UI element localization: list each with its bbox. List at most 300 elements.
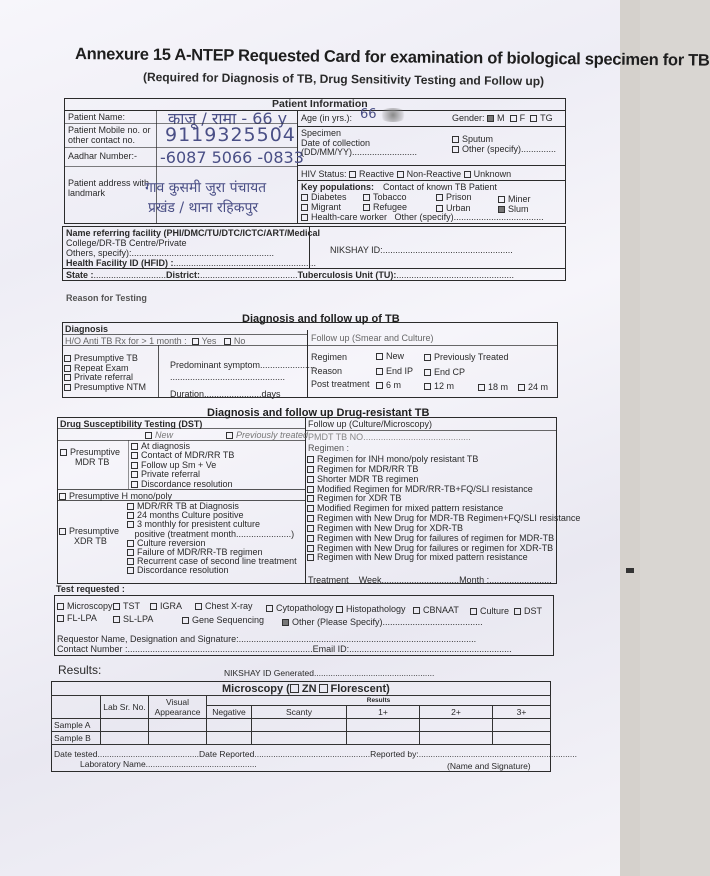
regimen-xdr-label: Regimen for XDR TB <box>317 493 402 504</box>
regimen-previously-treated-checkbox[interactable] <box>424 354 431 361</box>
cytopathology-checkbox[interactable] <box>266 605 273 612</box>
presumptive-ntm-label: Presumptive NTM <box>74 381 147 392</box>
sample-b-2plus[interactable] <box>420 732 493 745</box>
test-microscopy <box>57 601 113 611</box>
other-test-checkbox[interactable] <box>282 619 289 626</box>
post-12m-checkbox[interactable] <box>424 383 431 390</box>
test-cbnaat <box>413 605 459 615</box>
hiv-reactive-label: Reactive <box>359 169 395 179</box>
presumptive-tb-checkbox[interactable] <box>64 355 71 362</box>
date-reported-row: Date tested...........................................Date Reported.................................................Reported by:................................................................... <box>54 749 577 759</box>
regimen-newdrug-fail-mdr-label: Regimen with New Drug for failures of regimen for MDR-TB <box>317 532 555 543</box>
presumptive-h-mono <box>59 491 172 501</box>
mdr-private-referral-checkbox[interactable] <box>131 471 138 478</box>
tst-label: TST <box>123 601 140 611</box>
xdr-discordance-checkbox[interactable] <box>127 567 134 574</box>
address-label-line2: landmark <box>68 188 106 198</box>
symptom-field[interactable]: Predominant symptom...................... <box>170 360 316 370</box>
address-label-line1: Patient address with <box>68 178 150 188</box>
kp-miner <box>498 194 531 204</box>
igra-label: IGRA <box>160 601 183 611</box>
duration-unit: days <box>261 389 281 399</box>
regimen-modified-mdr-label: Modified Regimen for MDR/RR-TB+FQ/SLI resistance <box>317 483 533 494</box>
kp-diabetes <box>301 192 347 202</box>
sample-a-lab-sr-no[interactable] <box>101 719 149 732</box>
presumptive-h-mono-label: Presumptive H mono/poly <box>69 491 173 501</box>
hiv-label: HIV Status: <box>301 169 347 179</box>
gender-tg-checkbox[interactable] <box>530 115 537 122</box>
regimen-modified-mixed-label: Modified Regimen for mixed pattern resistance <box>317 503 504 514</box>
form-subtitle: (Required for Diagnosis of TB, Drug Sensitivity Testing and Follow up) <box>142 70 545 89</box>
xdr-treatment-month-field[interactable]: positive (treatment month......................) <box>134 528 295 539</box>
background-edge <box>620 0 640 876</box>
regimen-mdr-checkbox[interactable] <box>307 466 314 473</box>
mdr-at-diagnosis-checkbox[interactable] <box>131 443 138 450</box>
chest-xray-label: Chest X-ray <box>205 601 253 611</box>
ho-no-checkbox[interactable] <box>224 338 231 345</box>
nikshay-id-label: NIKSHAY ID: <box>330 245 383 255</box>
mdr-contact-label: Contact of MDR/RR TB <box>141 450 235 461</box>
lab-name-label: Laboratory Name <box>80 759 146 769</box>
miner-label: Miner <box>508 194 531 204</box>
florescent-checkbox[interactable] <box>319 684 328 693</box>
tb-reason-label: Reason <box>311 366 343 376</box>
test-dst <box>514 606 542 616</box>
xdr-recurrent-checkbox[interactable] <box>127 558 134 565</box>
xdr-recurrent-label: Recurrent case of second line treatment <box>137 556 297 567</box>
gene-sequencing-label: Gene Sequencing <box>192 615 265 625</box>
test-other: Other (Please Specify)........................................ <box>282 617 483 627</box>
date-format-label: (DD/MM/YY) <box>301 147 352 157</box>
contact-number-label: Contact Number : <box>57 644 128 654</box>
table-row <box>52 719 551 732</box>
hiv-unknown-checkbox[interactable] <box>464 171 471 178</box>
kp-migrant <box>301 202 341 212</box>
prison-checkbox[interactable] <box>436 194 443 201</box>
refugee-label: Refugee <box>373 202 408 212</box>
sample-a-visual[interactable] <box>149 719 207 732</box>
state-district-tu-row: State :.............................District:.......................................Tuberculosis Unit (TU):............................................... <box>66 270 514 280</box>
age-label: Age (in yrs.): <box>301 113 353 123</box>
dst-test-label: DST <box>524 606 542 616</box>
refugee-checkbox[interactable] <box>363 204 370 211</box>
microscopy-results-table <box>51 695 551 745</box>
sample-a-negative[interactable] <box>207 719 252 732</box>
facility-label-line2: College/DR-TB Centre/Private <box>66 238 187 248</box>
private-referral-checkbox[interactable] <box>64 374 71 381</box>
zn-checkbox[interactable] <box>290 684 299 693</box>
health-care-worker-label: Health-care worker <box>311 212 388 222</box>
diabetes-checkbox[interactable] <box>301 194 308 201</box>
regimen-xdr-checkbox[interactable] <box>307 495 314 502</box>
regimen-newdrug-fail-mdr-checkbox[interactable] <box>307 535 314 542</box>
kp-prison <box>436 192 472 202</box>
tb-reason-endip <box>376 366 413 376</box>
sputum-checkbox[interactable] <box>452 136 459 143</box>
month-label: Month : <box>459 575 490 585</box>
regimen-newdrug-mixed-label: Regimen with New Drug for mixed pattern resistance <box>317 552 528 563</box>
post-24m-label: 24 m <box>528 382 549 392</box>
presumptive-mdr <box>60 447 120 467</box>
gene-sequencing-checkbox[interactable] <box>182 617 189 624</box>
dst-new-label: New <box>155 430 174 440</box>
mdr-followup-checkbox[interactable] <box>131 462 138 469</box>
tu-label: Tuberculosis Unit (TU): <box>297 270 397 280</box>
xdr-culture-reversion-label: Culture reversion <box>137 537 206 548</box>
sample-a-scanty[interactable] <box>252 719 347 732</box>
mobile-label-line2: other contact no. <box>68 135 136 145</box>
pmdt-field[interactable]: PMDT TB NO........................................... <box>308 432 471 442</box>
regimen-inh-label: Regimen for INH mono/poly resistant TB <box>317 454 479 464</box>
name-signature-label: (Name and Signature) <box>447 761 531 771</box>
presumptive-xdr-label-2: XDR TB <box>74 536 107 546</box>
sample-b-label: Sample B <box>52 732 101 745</box>
kp-refugee <box>363 202 407 212</box>
sample-a-2plus[interactable] <box>420 719 493 732</box>
ho-anti-tb-row <box>65 336 245 346</box>
regimen-newdrug-fail-xdr-checkbox[interactable] <box>307 545 314 552</box>
sample-a-1plus[interactable] <box>347 719 420 732</box>
presumptive-mdr-label-2: MDR TB <box>75 457 110 467</box>
header-scanty: Scanty <box>252 706 347 719</box>
hiv-unknown-label: Unknown <box>473 169 512 179</box>
end-cp-checkbox[interactable] <box>424 369 431 376</box>
florescent-label: Florescent) <box>330 683 390 695</box>
diagnosis-drtb-title: Diagnosis and follow up Drug-resistant TB <box>207 407 430 419</box>
aadhar-label: Aadhar Number:- <box>68 151 138 161</box>
end-ip-label: End IP <box>386 366 414 376</box>
culture-label: Culture <box>480 606 510 616</box>
tb-followup-label: Follow up (Smear and Culture) <box>311 333 434 343</box>
migrant-checkbox[interactable] <box>301 204 308 211</box>
key-populations-label: Key populations: <box>301 182 375 192</box>
kp-hcw: Health-care worker Other (specify).................................... <box>301 212 544 222</box>
presumptive-xdr <box>59 526 119 546</box>
dst-new-checkbox[interactable] <box>145 432 152 439</box>
histopathology-checkbox[interactable] <box>336 606 343 613</box>
tb-reason-endcp <box>424 367 465 377</box>
mobile-field[interactable]: 9119325504 <box>165 124 296 146</box>
form-title: Annexure 15 A-NTEP Requested Card for examination of biological specimen for TB <box>74 45 710 70</box>
zn-label: ZN <box>301 683 317 695</box>
ink-blot <box>626 568 634 573</box>
mdr-at-diagnosis-label: At diagnosis <box>141 441 191 451</box>
igra-checkbox[interactable] <box>150 603 157 610</box>
age-field[interactable]: 66 <box>360 107 377 122</box>
presumptive-xdr-label-1: Presumptive <box>69 526 120 536</box>
other-test-label: Other (Please Specify) <box>292 617 383 627</box>
patient-info-title: Patient Information <box>272 98 368 110</box>
cbnaat-checkbox[interactable] <box>413 607 420 614</box>
hiv-nonreactive-label: Non-Reactive <box>406 169 462 179</box>
header-blank <box>52 696 101 719</box>
xdr-options <box>127 502 297 576</box>
xdr-mdr-diagnosis-label: MDR/RR TB at Diagnosis <box>137 501 239 511</box>
sample-b-1plus[interactable] <box>347 732 420 745</box>
mdr-followup-label: Follow up Sm + Ve <box>141 459 217 470</box>
dst-previously-treated-label: Previously treated <box>236 430 309 440</box>
mdr-discordance-checkbox[interactable] <box>131 481 138 488</box>
tb-regimen-prev <box>424 352 509 362</box>
microscopy-label: Microscopy <box>67 601 113 611</box>
post-6m-label: 6 m <box>386 380 402 390</box>
prison-label: Prison <box>446 192 472 202</box>
header-3plus: 3+ <box>493 706 551 719</box>
specimen-other-label: Other (specify) <box>462 144 522 154</box>
patient-name-label: Patient Name: <box>68 112 126 122</box>
post-18m-checkbox[interactable] <box>478 384 485 391</box>
gender-group <box>452 113 553 123</box>
lab-name-field[interactable]: Laboratory Name............................................... <box>80 759 257 769</box>
dst-new <box>145 430 173 440</box>
contact-email-row: Contact Number :..........................................................................Email ID:................................................................. <box>57 644 512 654</box>
requestor-label: Requestor Name, Designation and Signature: <box>57 634 239 644</box>
ink-smudge <box>378 108 408 122</box>
sample-b-lab-sr-no[interactable] <box>101 732 149 745</box>
repeat-exam-checkbox[interactable] <box>64 365 71 372</box>
specimen-label: Specimen <box>301 128 342 138</box>
symptom-field-line2[interactable]: .............................................. <box>170 372 286 382</box>
presumptive-h-mono-checkbox[interactable] <box>59 493 66 500</box>
mdr-discordance-label: Discordance resolution <box>141 478 233 489</box>
xdr-3-monthly-label: 3 monthly for presistent culture <box>137 519 261 530</box>
district-label: District: <box>166 270 201 280</box>
urban-label: Urban <box>446 203 471 213</box>
hiv-nonreactive-checkbox[interactable] <box>397 171 404 178</box>
reported-by-label: Reported by: <box>370 749 419 759</box>
gender-tg-label: TG <box>540 113 553 123</box>
miner-checkbox[interactable] <box>498 196 505 203</box>
xdr-24-months-checkbox[interactable] <box>127 512 134 519</box>
sample-b-visual[interactable] <box>149 732 207 745</box>
mdr-contact-checkbox[interactable] <box>131 452 138 459</box>
mdr-options <box>131 442 234 489</box>
fl-lpa-checkbox[interactable] <box>57 615 64 622</box>
hfid-label: Health Facility ID (HFID) : <box>66 258 174 268</box>
regimen-newdrug-fail-xdr-label: Regimen with New Drug for failures or regimen for XDR-TB <box>317 542 554 553</box>
header-2plus: 2+ <box>420 706 493 719</box>
sample-a-3plus[interactable] <box>493 719 551 732</box>
date-collection-label: Date of collection <box>301 137 371 148</box>
gender-m-label: M <box>497 113 505 123</box>
microscopy-checkbox[interactable] <box>57 603 64 610</box>
regimen-shorter-checkbox[interactable] <box>307 476 314 483</box>
post-18m <box>478 382 508 392</box>
end-ip-checkbox[interactable] <box>376 368 383 375</box>
ho-yes-label: Yes <box>201 336 217 346</box>
symptom-label: Predominant symptom <box>170 360 261 370</box>
reason-for-testing-label: Reason for Testing <box>66 293 147 303</box>
post-18m-label: 18 m <box>488 382 509 392</box>
nikshay-id-field[interactable]: NIKSHAY ID:.................................................... <box>330 245 513 255</box>
regimen-inh-checkbox[interactable] <box>307 456 314 463</box>
treatment-label: Treatment <box>308 575 349 585</box>
header-negative: Negative <box>207 706 252 719</box>
post-12m <box>424 381 454 391</box>
email-label: Email ID: <box>312 644 350 654</box>
date-tested-label: Date tested <box>54 749 98 759</box>
duration-field[interactable]: Duration.......................days <box>170 389 281 399</box>
slum-label: Slum <box>508 204 529 214</box>
treatment-row: Treatment Week...............................Month :......................... <box>308 575 552 585</box>
test-requested-label: Test requested : <box>56 584 125 594</box>
hiv-reactive-checkbox[interactable] <box>349 171 356 178</box>
facility-label-line1: Name referring facility (PHI/DMC/TU/DTC/ICTC/ART/Medical <box>66 228 321 238</box>
post-6m <box>376 380 401 390</box>
tst-checkbox[interactable] <box>113 603 120 610</box>
test-histopathology <box>336 604 406 614</box>
presumptive-options <box>64 354 146 392</box>
week-label: Week <box>358 575 382 585</box>
diagnosis-label: Diagnosis <box>65 324 109 334</box>
mdr-private-referral-label: Private referral <box>141 469 201 480</box>
test-sl-lpa <box>113 614 153 624</box>
dst-previously-treated-checkbox[interactable] <box>226 432 233 439</box>
dst-prev <box>226 430 308 440</box>
end-cp-label: End CP <box>434 367 466 377</box>
specimen-other-checkbox[interactable] <box>452 146 459 153</box>
facility-label-line3: Others, specify): <box>66 248 132 258</box>
address-field-line2[interactable]: प्रखंड / थाना रहिकपुर <box>148 200 259 216</box>
regimen-shorter-label: Shorter MDR TB regimen <box>317 473 419 484</box>
diabetes-label: Diabetes <box>311 192 347 202</box>
culture-checkbox[interactable] <box>470 608 477 615</box>
ho-label: H/O Anti TB Rx for > 1 month : <box>65 336 187 346</box>
sample-b-3plus[interactable] <box>493 732 551 745</box>
fl-lpa-label: FL-LPA <box>67 613 97 623</box>
gender-f-label: F <box>519 113 526 123</box>
mobile-label <box>68 125 151 145</box>
xdr-discordance-label: Discordance resolution <box>137 565 229 576</box>
ho-yes-checkbox[interactable] <box>192 338 199 345</box>
regimen-newdrug-xdr-label: Regimen with New Drug for XDR-TB <box>317 522 464 533</box>
post-12m-label: 12 m <box>434 381 455 391</box>
pmdt-label: PMDT TB NO. <box>308 432 366 442</box>
regimen-newdrug-mdr-checkbox[interactable] <box>307 515 314 522</box>
address-label <box>68 178 149 198</box>
requestor-field[interactable]: Requestor Name, Designation and Signature:............................................................................................... <box>57 634 477 644</box>
referring-facility-label: Name referring facility (PHI/DMC/TU/DTC/ICTC/ART/Medical College/DR-TB Centre/Private Others, specify):......................................................... Health Facility ID (HFID) :......................................................... <box>66 228 321 268</box>
dst-checkbox[interactable] <box>514 608 521 615</box>
diagnosis-tb-title: Diagnosis and follow up of TB <box>242 313 400 325</box>
regimen-newdrug-mixed-checkbox[interactable] <box>307 554 314 561</box>
test-culture <box>470 606 509 616</box>
microscopy-title <box>222 683 390 695</box>
test-chest-xray <box>195 601 253 611</box>
drtb-regimen-label: Regimen : <box>308 443 350 453</box>
presumptive-tb-label: Presumptive TB <box>74 353 138 363</box>
sl-lpa-label: SL-LPA <box>123 614 154 624</box>
xdr-24-months-label: 24 months Culture positive <box>137 510 244 521</box>
aadhar-field[interactable]: -6087 5066 -0833 <box>160 148 304 167</box>
sample-b-scanty[interactable] <box>252 732 347 745</box>
cbnaat-label: CBNAAT <box>423 605 459 615</box>
nikshay-generated-field[interactable]: NIKSHAY ID Generated................................................... <box>224 668 435 678</box>
regimen-previously-treated-label: Previously Treated <box>434 352 509 362</box>
header-results-group: Results <box>207 696 551 706</box>
chest-xray-checkbox[interactable] <box>195 603 202 610</box>
test-igra <box>150 601 182 611</box>
sample-a-label: Sample A <box>52 719 101 732</box>
microscopy-prefix: Microscopy ( <box>222 683 290 695</box>
tb-regimen-new <box>376 351 404 361</box>
sputum-label: Sputum <box>462 134 494 144</box>
histopathology-label: Histopathology <box>346 604 406 614</box>
drtb-regimen-options <box>307 455 580 563</box>
dst-label: Drug Susceptibility Testing (DST) <box>60 419 203 429</box>
post-24m-checkbox[interactable] <box>518 384 525 391</box>
regimen-newdrug-mdr-label: Regimen with New Drug for MDR-TB Regimen+FQ/SLI resistance <box>317 513 581 524</box>
nikshay-generated-label: NIKSHAY ID Generated <box>224 668 314 678</box>
migrant-label: Migrant <box>311 202 342 212</box>
xdr-failure-label: Failure of MDR/RR-TB regimen <box>137 547 263 558</box>
regimen-newdrug-xdr-checkbox[interactable] <box>307 525 314 532</box>
header-visual-appearance: Visual Appearance <box>149 696 207 719</box>
regimen-mdr-label: Regimen for MDR/RR TB <box>317 463 419 474</box>
tb-regimen-label: Regimen <box>311 352 348 362</box>
tobacco-checkbox[interactable] <box>363 194 370 201</box>
presumptive-xdr-checkbox[interactable] <box>59 528 66 535</box>
tobacco-label: Tobacco <box>373 192 407 202</box>
kp-other-label: Other (specify) <box>394 212 454 222</box>
regimen-modified-mdr-checkbox[interactable] <box>307 486 314 493</box>
private-referral-label: Private referral <box>74 372 134 382</box>
xdr-mdr-diagnosis-checkbox[interactable] <box>127 503 134 510</box>
xdr-3-monthly-checkbox[interactable] <box>127 521 134 528</box>
xdr-culture-reversion-checkbox[interactable] <box>127 540 134 547</box>
health-care-worker-checkbox[interactable] <box>301 214 308 221</box>
test-fl-lpa <box>57 613 97 623</box>
hiv-status-group <box>301 169 511 179</box>
presumptive-ntm-checkbox[interactable] <box>64 384 71 391</box>
date-reported-label: Date Reported <box>199 749 255 759</box>
xdr-failure-checkbox[interactable] <box>127 549 134 556</box>
sl-lpa-checkbox[interactable] <box>113 616 120 623</box>
gender-f-checkbox[interactable] <box>510 115 517 122</box>
presumptive-mdr-label-1: Presumptive <box>70 447 121 457</box>
repeat-exam-label: Repeat Exam <box>74 362 129 373</box>
drtb-followup-label: Follow up (Culture/Microscopy) <box>308 419 433 429</box>
test-cytopathology <box>266 603 334 613</box>
specimen-options: Sputum Other (specify).............. <box>452 134 556 154</box>
kp-tobacco <box>363 192 407 202</box>
test-gene-sequencing <box>182 615 264 625</box>
state-label: State : <box>66 270 94 280</box>
test-tst <box>113 601 140 611</box>
gender-m-checkbox[interactable] <box>487 115 494 122</box>
regimen-new-label: New <box>386 351 405 361</box>
post-treatment-label: Post treatment <box>311 379 370 389</box>
specimen-label-block: Specimen Date of collection (DD/MM/YY).......................... <box>301 128 418 157</box>
duration-label: Duration <box>170 389 205 399</box>
gender-label: Gender: <box>452 113 485 123</box>
contact-tb-label: Contact of known TB Patient <box>383 182 497 192</box>
header-1plus: 1+ <box>347 706 420 719</box>
presumptive-mdr-checkbox[interactable] <box>60 449 67 456</box>
address-field-line1[interactable]: गाव कुसमी जुरा पंचायत <box>145 180 267 196</box>
mobile-label-line1: Patient Mobile no. or <box>68 125 151 135</box>
sample-b-negative[interactable] <box>207 732 252 745</box>
post-24m <box>518 382 548 392</box>
regimen-modified-mixed-checkbox[interactable] <box>307 505 314 512</box>
regimen-new-checkbox[interactable] <box>376 353 383 360</box>
urban-checkbox[interactable] <box>436 205 443 212</box>
patient-name-field[interactable]: काजू / रामा - 66 y <box>168 109 288 128</box>
post-6m-checkbox[interactable] <box>376 382 383 389</box>
results-label: Results: <box>58 663 102 677</box>
cytopathology-label: Cytopathology <box>276 603 334 613</box>
ho-no-label: No <box>233 336 246 346</box>
